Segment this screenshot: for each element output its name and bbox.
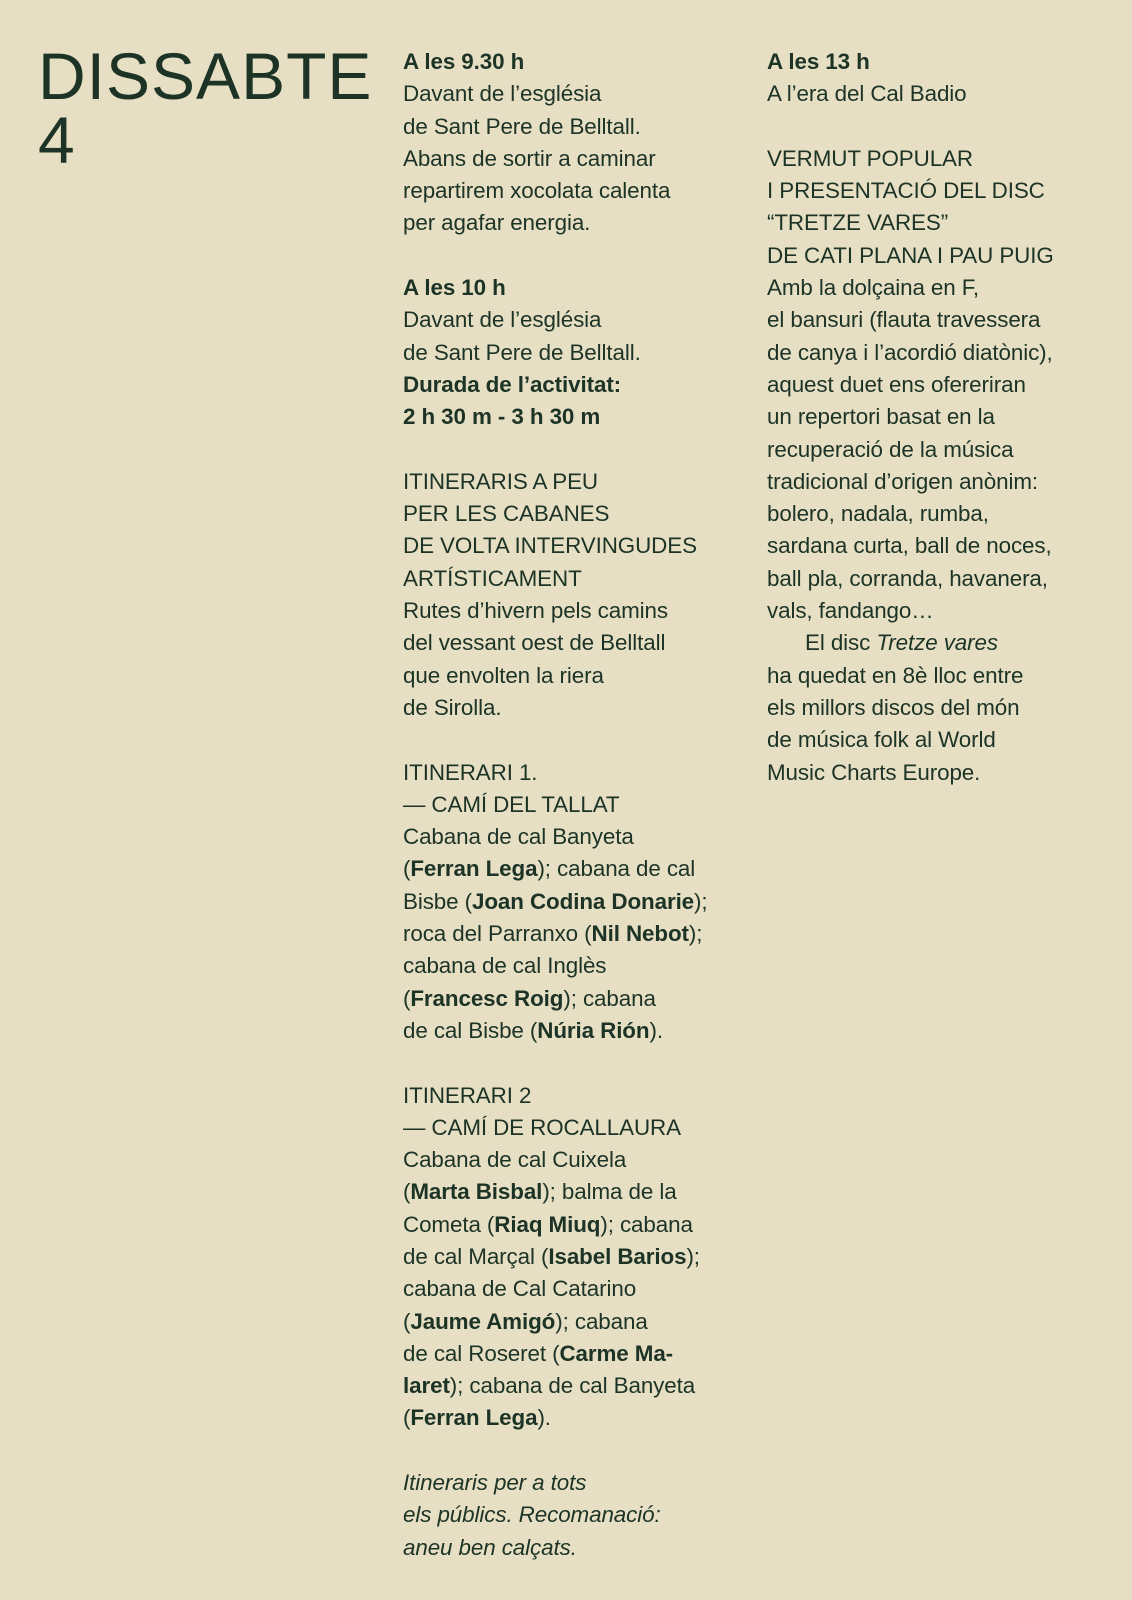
section-text: Bisbe (Joan Codina Donarie); [403, 888, 708, 914]
section-text: cabana de Cal Catarino [403, 1276, 637, 1302]
section-text: un repertori basat en la [767, 404, 995, 430]
artist-name: Joan Codina Donarie [472, 888, 695, 914]
event-text: de Sant Pere de Belltall. [403, 339, 641, 365]
section-text: Rutes d’hivern pels camins [403, 598, 668, 624]
section-text: sardana curta, ball de noces, [767, 533, 1052, 559]
artist-name: Riaq Miuq [494, 1211, 601, 1237]
section-heading: ITINERARI 2 [403, 1082, 532, 1108]
artist-name: Carme Ma- [559, 1340, 674, 1366]
section-text: de canya i l’acordió diatònic), [767, 339, 1053, 365]
event-place: A l’era del Cal Badio [767, 81, 967, 107]
section-heading: DE CATI PLANA I PAU PUIG [767, 242, 1054, 268]
day-name: DISSABTE [38, 39, 373, 113]
artist-name: Nil Nebot [591, 921, 689, 947]
itineraris-intro [403, 466, 743, 724]
day-number: 4 [38, 103, 76, 177]
artist-name: Ferran Lega [410, 1405, 538, 1431]
section-heading: ITINERARIS A PEU [403, 468, 598, 494]
section-text: el bansuri (flauta travessera [767, 307, 1041, 333]
section-heading: DE VOLTA INTERVINGUDES [403, 533, 697, 559]
section-heading: I PRESENTACIÓ DEL DISC [767, 178, 1045, 204]
section-text: (Ferran Lega). [403, 1405, 551, 1431]
artist-name: Francesc Roig [410, 985, 564, 1011]
section-text: laret); cabana de cal Banyeta [403, 1373, 696, 1399]
event-930 [403, 46, 743, 240]
section-text: que envolten la riera [403, 662, 604, 688]
event-10 [403, 272, 743, 433]
section-heading: “TRETZE VARES” [767, 210, 949, 236]
event-13 [767, 46, 1119, 111]
event-text: Davant de l’església [403, 81, 602, 107]
day-title [38, 39, 373, 177]
duration-label: Durada de l’activitat: [403, 371, 622, 397]
event-text: repartirem xocolata calenta [403, 178, 671, 204]
itinerari-2 [403, 1080, 743, 1435]
artist-name: laret [403, 1373, 450, 1399]
section-text: Cometa (Riaq Miuq); cabana [403, 1211, 693, 1237]
itinerari-1 [403, 757, 743, 1048]
artist-name: Isabel Barios [548, 1243, 687, 1269]
section-text: (Jaume Amigó); cabana [403, 1308, 648, 1334]
section-heading: PER LES CABANES [403, 501, 610, 527]
section-text: Music Charts Europe. [767, 759, 981, 785]
section-heading: — CAMÍ DEL TALLAT [403, 791, 620, 817]
section-text: Cabana de cal Banyeta [403, 824, 634, 850]
section-text: El disc Tretze vares [805, 630, 998, 656]
section-text: ha quedat en 8è lloc entre [767, 662, 1024, 688]
section-text: de cal Bisbe (Núria Rión). [403, 1017, 663, 1043]
event-time: A les 9.30 h [403, 49, 525, 74]
section-text: de cal Roseret (Carme Ma- [403, 1340, 674, 1366]
vermut-section [767, 143, 1119, 789]
section-text: del vessant oest de Belltall [403, 630, 666, 656]
section-text: aquest duet ens ofereriran [767, 371, 1026, 397]
section-text: cabana de cal Inglès [403, 953, 607, 979]
event-text: Abans de sortir a caminar [403, 145, 656, 171]
note-text: els públics. Recomanació: [403, 1502, 661, 1528]
section-text: roca del Parranxo (Nil Nebot); [403, 921, 703, 947]
section-heading: ARTÍSTICAMENT [403, 565, 582, 591]
note-text: Itineraris per a tots [403, 1470, 587, 1496]
section-text: (Ferran Lega); cabana de cal [403, 856, 696, 882]
artist-name: Núria Rión [537, 1017, 650, 1043]
schedule-column-left [403, 46, 743, 1564]
event-text: Davant de l’església [403, 307, 602, 333]
section-heading: VERMUT POPULAR [767, 145, 973, 171]
section-text: tradicional d’origen anònim: [767, 468, 1039, 494]
section-text: ball pla, corranda, havanera, [767, 565, 1048, 591]
event-time: A les 13 h [767, 49, 870, 74]
section-text: Amb la dolçaina en F, [767, 275, 979, 301]
section-text: recuperació de la música [767, 436, 1014, 462]
section-text: Cabana de cal Cuixela [403, 1147, 627, 1173]
album-title: Tretze vares [876, 630, 998, 656]
section-text: de Sirolla. [403, 694, 502, 720]
section-text: de música folk al World [767, 727, 996, 753]
section-text: bolero, nadala, rumba, [767, 501, 989, 527]
note-text: aneu ben calçats. [403, 1534, 577, 1560]
section-heading: — CAMÍ DE ROCALLAURA [403, 1114, 681, 1140]
itinerary-note [403, 1467, 743, 1564]
section-heading: ITINERARI 1. [403, 759, 538, 785]
event-text: de Sant Pere de Belltall. [403, 113, 641, 139]
section-text: (Marta Bisbal); balma de la [403, 1179, 677, 1205]
event-time: A les 10 h [403, 275, 506, 301]
section-text: (Francesc Roig); cabana [403, 985, 656, 1011]
section-text: vals, fandango… [767, 598, 934, 624]
section-text: els millors discos del món [767, 694, 1020, 720]
duration-value: 2 h 30 m - 3 h 30 m [403, 404, 601, 430]
artist-name: Ferran Lega [410, 856, 538, 882]
section-text: de cal Marçal (Isabel Barios); [403, 1243, 700, 1269]
event-text: per agafar energia. [403, 210, 591, 236]
artist-name: Marta Bisbal [410, 1179, 543, 1205]
schedule-column-right [767, 46, 1119, 789]
artist-name: Jaume Amigó [410, 1308, 556, 1334]
